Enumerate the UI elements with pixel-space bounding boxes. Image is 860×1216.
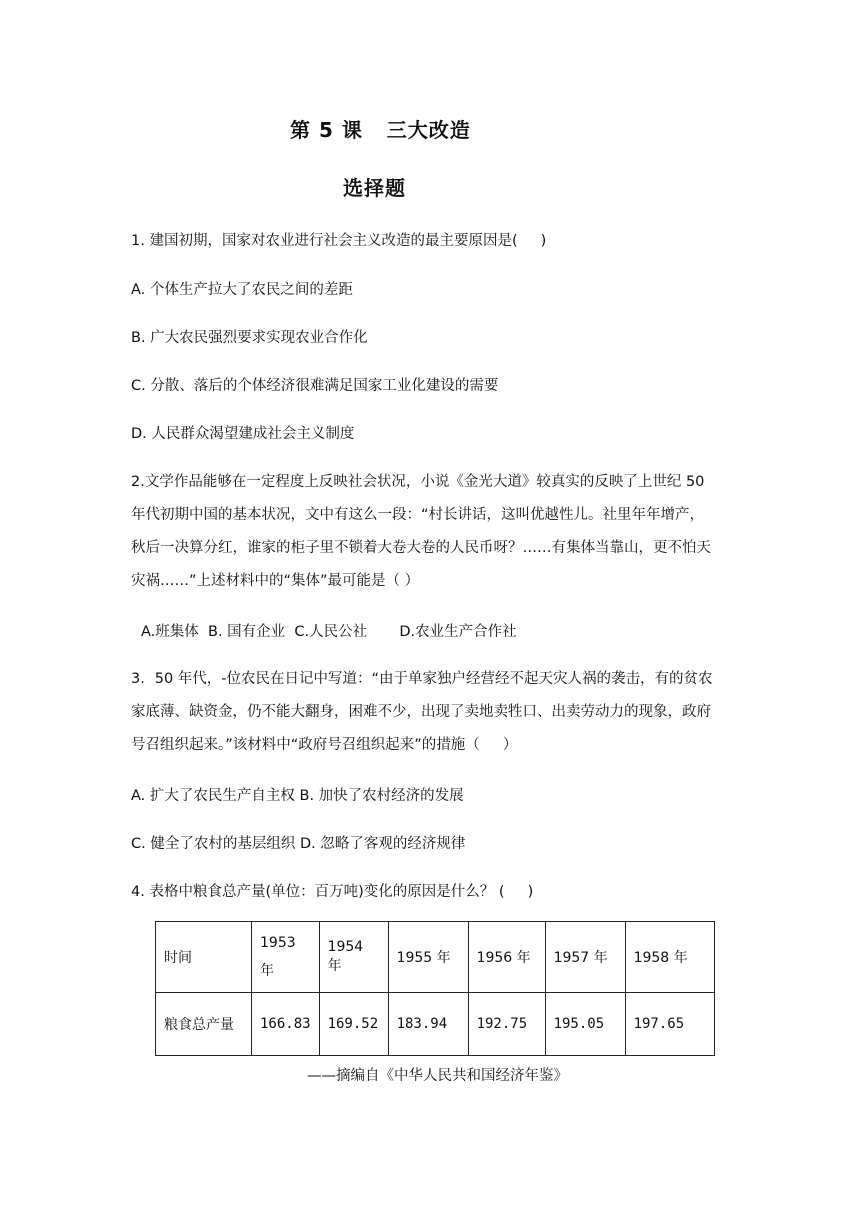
section-heading: 选择题 [343, 176, 406, 200]
q1-option-b: B. 广大农民强烈要求实现农业合作化 [131, 330, 368, 346]
table-cell: 195.05 [545, 993, 625, 1056]
table-source: ——摘编自《中华人民共和国经济年鉴》 [307, 1068, 568, 1084]
table-cell: 1956 年 [468, 922, 545, 993]
table-cell: 1955 年 [388, 922, 468, 993]
q3-option-cd: C. 健全了农村的基层组织 D. 忽略了客观的经济规律 [131, 836, 466, 852]
q2-line: 2.文学作品能够在一定程度上反映社会状况，小说《金光大道》较真实的反映了上世纪 50 [131, 474, 705, 490]
table-cell [252, 922, 320, 993]
table-cell: 169.52 [319, 993, 388, 1056]
q3-line: 号召组织起来。”该材料中“政府号召组织起来”的措施（ ） [131, 737, 518, 753]
q3-option-ab: A. 扩大了农民生产自主权 B. 加快了农村经济的发展 [131, 788, 464, 804]
q4-stem: 4. 表格中粮食总产量(单位：百万吨)变化的原因是什么？ ( ) [131, 884, 534, 900]
q1-option-c: C. 分散、落后的个体经济很难满足国家工业化建设的需要 [131, 378, 499, 394]
q3-stem [131, 663, 731, 762]
table-header-cell: 粮食总产量 [156, 993, 252, 1056]
q3-line: 家底薄、缺资金，仍不能大翻身，困难不少，出现了卖地卖牲口、出卖劳动力的现象，政府 [131, 704, 711, 720]
q2-line: 灾祸……”上述材料中的“集体”最可能是（ ） [131, 573, 420, 589]
q2-line: 秋后一决算分红，谁家的柜子里不锁着大卷大卷的人民币呀？……有集体当靠山，更不怕天 [131, 540, 711, 556]
table-row [156, 993, 715, 1056]
year-1953-top: 1953 [260, 935, 296, 951]
q2-line: 年代初期中国的基本状况，文中有这么一段：“村长讲话，这叫优越性儿。社里年年增产， [131, 507, 705, 523]
table-cell: 183.94 [388, 993, 468, 1056]
q2-stem [131, 466, 731, 598]
table-cell: 166.83 [252, 993, 320, 1056]
table-row [156, 922, 715, 993]
table-cell: 192.75 [468, 993, 545, 1056]
year-1953-bottom: 年 [260, 963, 274, 979]
table-cell: 1958 年 [625, 922, 714, 993]
table-cell: 1954 年 [319, 922, 388, 993]
page-title: 第 5 课 三大改造 [290, 118, 471, 142]
table-cell: 197.65 [625, 993, 714, 1056]
q3-line: 3．50 年代，-位农民在日记中写道：“由于单家独户经营经不起天灾人祸的袭击，有的贫农 [131, 671, 713, 687]
q1-option-d: D. 人民群众渴望建成社会主义制度 [131, 426, 355, 442]
q1-stem: 1. 建国初期，国家对农业进行社会主义改造的最主要原因是( ) [131, 233, 547, 249]
table-cell: 1957 年 [545, 922, 625, 993]
table-header-cell: 时间 [156, 922, 252, 993]
q2-options: A.班集体 B. 国有企业 C.人民公社 D.农业生产合作社 [141, 624, 517, 640]
q1-option-a: A. 个体生产拉大了农民之间的差距 [131, 282, 353, 298]
grain-output-table [155, 921, 715, 1056]
